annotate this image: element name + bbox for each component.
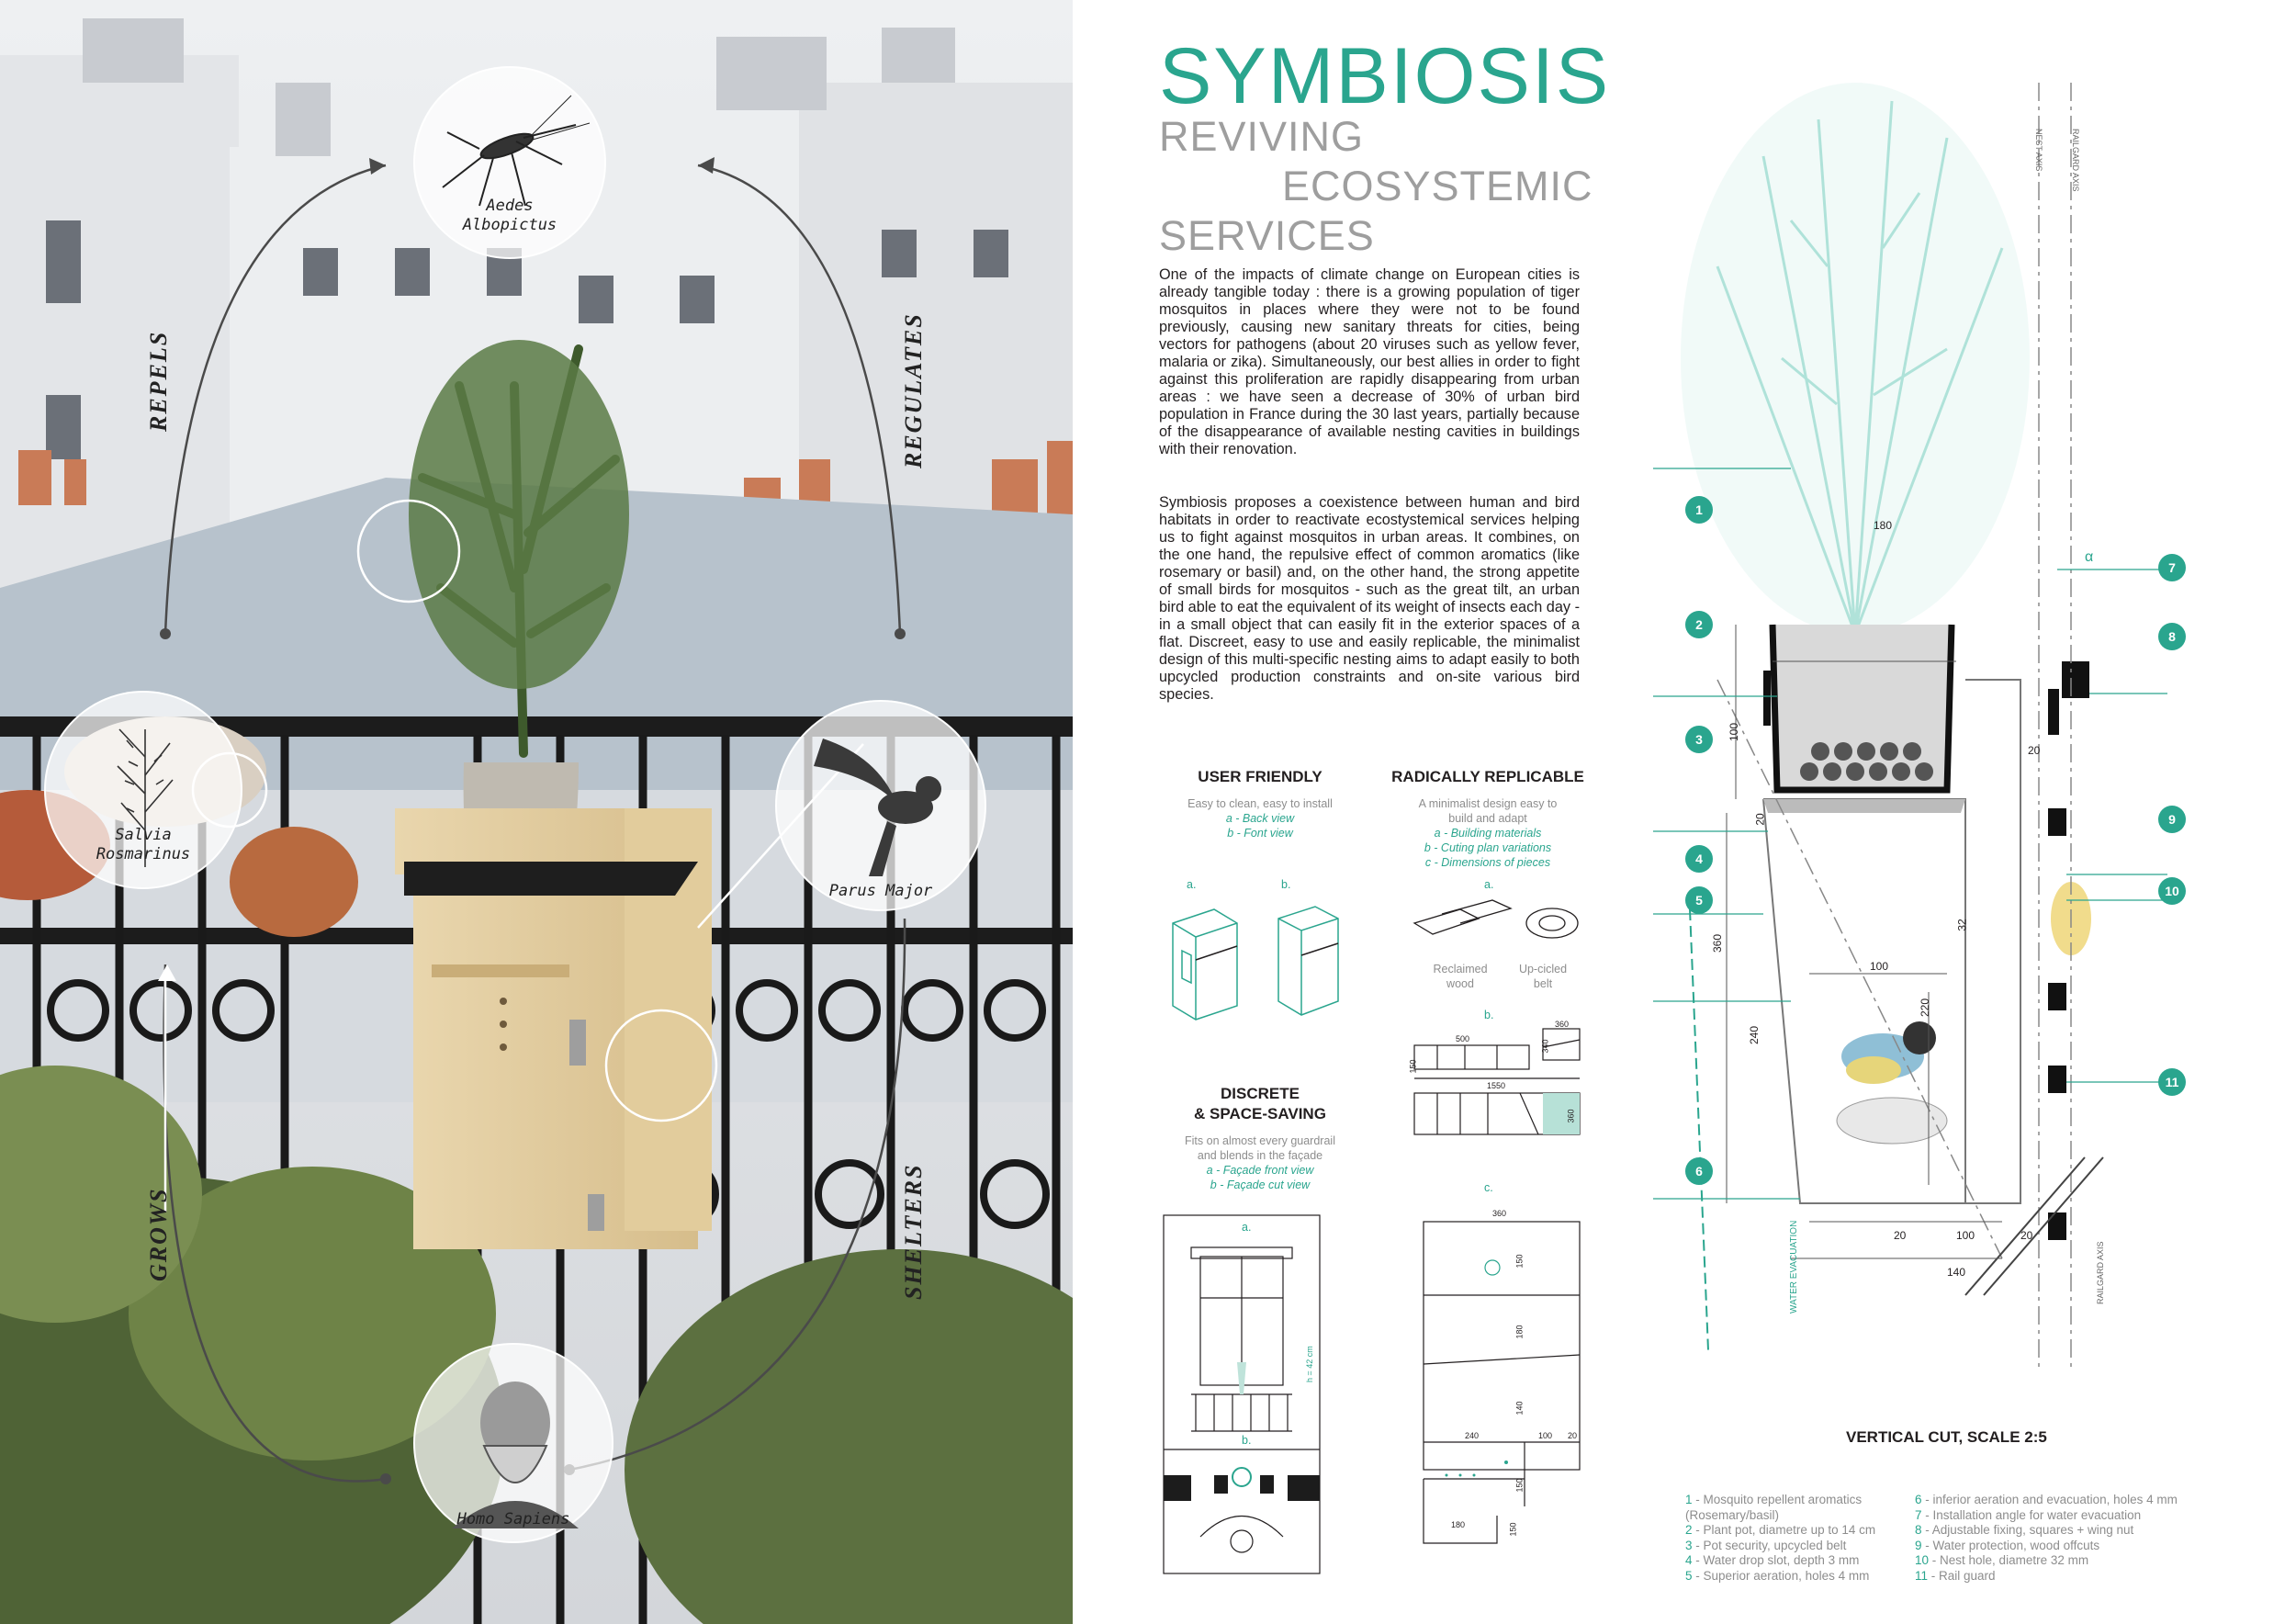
replicable-heading: RADICALLY REPLICABLE bbox=[1391, 768, 1584, 785]
sec-dim-7: 100 bbox=[1870, 960, 1889, 973]
railgard-axis-label-bottom: RAILGARD AXIS bbox=[2096, 1241, 2105, 1304]
legend-item: 7 - Installation angle for water evacuation bbox=[1915, 1507, 2142, 1522]
legend-item: 10 - Nest hole, diametre 32 mm bbox=[1915, 1553, 2089, 1567]
ds-tag-a: a. bbox=[1242, 1221, 1252, 1234]
section-dimensions bbox=[1653, 83, 2296, 1369]
human-bubble bbox=[413, 1343, 613, 1543]
nest-axis-label: NEST AXIS bbox=[2034, 129, 2043, 172]
user-friendly-desc: Easy to clean, easy to install bbox=[1187, 797, 1333, 810]
user-friendly-panel bbox=[1159, 767, 1361, 840]
subtitle-line-2: ECOSYSTEMIC bbox=[1282, 163, 1593, 209]
human-label: Homo Sapiens bbox=[456, 1510, 570, 1528]
dim-c-8: 180 bbox=[1451, 1520, 1466, 1529]
callout-8: 8 bbox=[2158, 623, 2186, 650]
callout-11: 11 bbox=[2158, 1068, 2186, 1096]
regulates-label: REGULATES bbox=[900, 312, 927, 468]
legend-column-1 bbox=[1685, 1493, 1896, 1584]
dim-b-0: 500 bbox=[1456, 1034, 1470, 1043]
bird-label: Parus Major bbox=[828, 882, 933, 900]
dim-c-0: 360 bbox=[1492, 1209, 1507, 1218]
rr-tag-a: a. bbox=[1484, 878, 1494, 891]
rosemary-bubble bbox=[44, 691, 242, 889]
discrete-desc-1: Fits on almost every guardrail bbox=[1185, 1134, 1335, 1147]
page-title: SYMBIOSIS bbox=[1159, 32, 1611, 120]
sec-dim-5: 240 bbox=[1748, 1025, 1761, 1045]
callout-5: 5 bbox=[1685, 886, 1713, 914]
bird-bubble bbox=[775, 700, 986, 911]
cutting-dims-c bbox=[1410, 1203, 1593, 1562]
dim-c-7: 150 bbox=[1514, 1478, 1525, 1493]
sec-dim-10: 100 bbox=[1956, 1229, 1975, 1242]
replicable-panel bbox=[1387, 767, 1589, 870]
legend-item: 4 - Water drop slot, depth 3 mm bbox=[1685, 1553, 1860, 1567]
dim-c-9: 150 bbox=[1508, 1522, 1518, 1537]
water-evacuation-label: WATER EVACUATION bbox=[1789, 1220, 1799, 1314]
repels-label: REPELS bbox=[145, 330, 172, 432]
concept-paragraph: Symbiosis proposes a coexistence between human and bird habitats in order to reactivate ecostystemical services helping us to fight against mosquitos in urban areas. It combines, on the one hand, the repulsive effect of common aromatics (like rosemary or basil) and, on the other hand, the strong appetite of small birds for mosquitos - such as the great tilt, an urban bird able to eat the equivalent of its weight of insects each day - in a small object that can easily fit in the exterior spaces of a flat. Discreet, easy to use and easily replicable, the minimalist design of this multi-specific nesting aims to adapt easily to both upcycled production constraints and on-site various bird species. bbox=[1159, 494, 1580, 703]
uf-tag-b: b. bbox=[1281, 878, 1291, 891]
sec-dim-0: 180 bbox=[1874, 519, 1893, 532]
sec-dim-9: 20 bbox=[1894, 1229, 1907, 1242]
callout-1: 1 bbox=[1685, 496, 1713, 524]
callout-7: 7 bbox=[2158, 554, 2186, 581]
legend-item: 8 - Adjustable fixing, squares + wing nut bbox=[1915, 1523, 2134, 1537]
uf-tag-a: a. bbox=[1187, 878, 1197, 891]
rr-tag-c: c. bbox=[1484, 1181, 1493, 1194]
discrete-a: a - Façade front view bbox=[1206, 1164, 1314, 1177]
mosquito-bubble bbox=[413, 66, 606, 259]
callout-6: 6 bbox=[1685, 1157, 1713, 1185]
sec-dim-8: 220 bbox=[1919, 998, 1932, 1018]
vertical-cut-title: VERTICAL CUT, SCALE 2:5 bbox=[1846, 1428, 2047, 1446]
legend-column-2 bbox=[1915, 1493, 2190, 1584]
callout-10: 10 bbox=[2158, 877, 2186, 905]
legend-item: 6 - inferior aeration and evacuation, holes 4 mm bbox=[1915, 1493, 2178, 1506]
shelters-label: SHELTERS bbox=[900, 1163, 927, 1300]
facade-views-drawing bbox=[1159, 1211, 1324, 1578]
railgard-axis-label-top: RAILGARD AXIS bbox=[2071, 129, 2080, 192]
sec-dim-3: 20 bbox=[2028, 744, 2041, 757]
user-friendly-a: a - Back view bbox=[1225, 812, 1295, 825]
material-belt-label: Up-cicled belt bbox=[1518, 963, 1568, 990]
dim-b-5: 360 bbox=[1566, 1109, 1576, 1123]
dim-c-5: 20 bbox=[1568, 1431, 1578, 1440]
rosemary-label: Salvia Rosmarinus bbox=[96, 826, 191, 863]
dim-b-4: 1550 bbox=[1487, 1081, 1506, 1090]
legend-item: 9 - Water protection, wood offcuts bbox=[1915, 1538, 2100, 1552]
legend-item: 3 - Pot security, upcycled belt bbox=[1685, 1538, 1847, 1552]
angle-label: α bbox=[2085, 549, 2094, 565]
dim-b-3: 340 bbox=[1540, 1039, 1550, 1054]
dim-b-2: 150 bbox=[1408, 1059, 1418, 1074]
subtitle-line-3: SERVICES bbox=[1159, 212, 1375, 259]
user-friendly-b: b - Font view bbox=[1227, 827, 1293, 840]
discrete-heading-2: & SPACE-SAVING bbox=[1194, 1105, 1326, 1122]
cutting-dims-b bbox=[1410, 1020, 1584, 1148]
legend-item: 5 - Superior aeration, holes 4 mm bbox=[1685, 1568, 1870, 1583]
facade-height: h = 42 cm bbox=[1305, 1346, 1314, 1382]
callout-3: 3 bbox=[1685, 726, 1713, 753]
dim-c-1: 150 bbox=[1514, 1254, 1525, 1269]
callout-9: 9 bbox=[2158, 806, 2186, 833]
user-friendly-heading: USER FRIENDLY bbox=[1198, 768, 1322, 785]
rr-tag-b: b. bbox=[1484, 1009, 1494, 1021]
dim-c-4: 100 bbox=[1538, 1431, 1553, 1440]
replicable-a: a - Building materials bbox=[1434, 827, 1542, 840]
sec-dim-4: 360 bbox=[1711, 933, 1725, 953]
box-views-drawing bbox=[1159, 896, 1361, 1024]
dim-c-3: 240 bbox=[1465, 1431, 1480, 1440]
material-wood-label: Reclaimed wood bbox=[1433, 963, 1488, 990]
materials-drawing bbox=[1405, 896, 1589, 960]
discrete-heading-1: DISCRETE bbox=[1221, 1085, 1300, 1102]
subtitle-line-1: REVIVING bbox=[1159, 113, 1365, 160]
callout-4: 4 bbox=[1685, 845, 1713, 873]
sec-dim-6: 32 bbox=[1955, 919, 1969, 931]
replicable-b: b - Cuting plan variations bbox=[1424, 841, 1552, 854]
discrete-b: b - Façade cut view bbox=[1210, 1179, 1311, 1191]
discrete-panel bbox=[1159, 1084, 1361, 1192]
replicable-c: c - Dimensions of pieces bbox=[1424, 856, 1551, 869]
legend-item: 2 - Plant pot, diametre up to 14 cm bbox=[1685, 1523, 1876, 1537]
discrete-desc-2: and blends in the façade bbox=[1197, 1149, 1323, 1162]
dim-c-2: 180 bbox=[1514, 1325, 1525, 1339]
replicable-desc-2: build and adapt bbox=[1448, 812, 1527, 825]
legend-item: (Rosemary/basil) bbox=[1685, 1507, 1780, 1522]
sec-dim-11: 20 bbox=[2020, 1229, 2033, 1242]
balcony-photo bbox=[0, 0, 1073, 1624]
legend-item: 11 - Rail guard bbox=[1915, 1568, 1996, 1583]
grows-label: GROWS bbox=[145, 1187, 172, 1281]
intro-paragraph: One of the impacts of climate change on European cities is already tangible today : there is a growing population of tiger mosquitos in places where they were not to be found previously, causing new sanitary threats for cities, being vectors for pathogens (about 20 viruses such as yellow fever, malaria or zika). Simultaneously, our best allies in order to fight against this proliferation are rapidly disappearing from urban areas : we have seen a decrease of 30% of urban bird population in France during the 30 last years, partially because of the disappearance of available nesting cavities in buildings with their renovation. bbox=[1159, 266, 1580, 457]
dim-c-6: 140 bbox=[1514, 1401, 1525, 1415]
callout-2: 2 bbox=[1685, 611, 1713, 638]
replicable-desc-1: A minimalist design easy to bbox=[1418, 797, 1558, 810]
mosquito-label: Aedes Albopictus bbox=[462, 197, 557, 234]
legend-item: 1 - Mosquito repellent aromatics bbox=[1685, 1493, 1863, 1506]
sec-dim-1: 100 bbox=[1728, 722, 1741, 742]
ds-tag-b: b. bbox=[1242, 1434, 1252, 1447]
sec-dim-12: 140 bbox=[1947, 1266, 1966, 1279]
sec-dim-2: 20 bbox=[1753, 813, 1767, 826]
dim-b-1: 360 bbox=[1555, 1020, 1570, 1029]
